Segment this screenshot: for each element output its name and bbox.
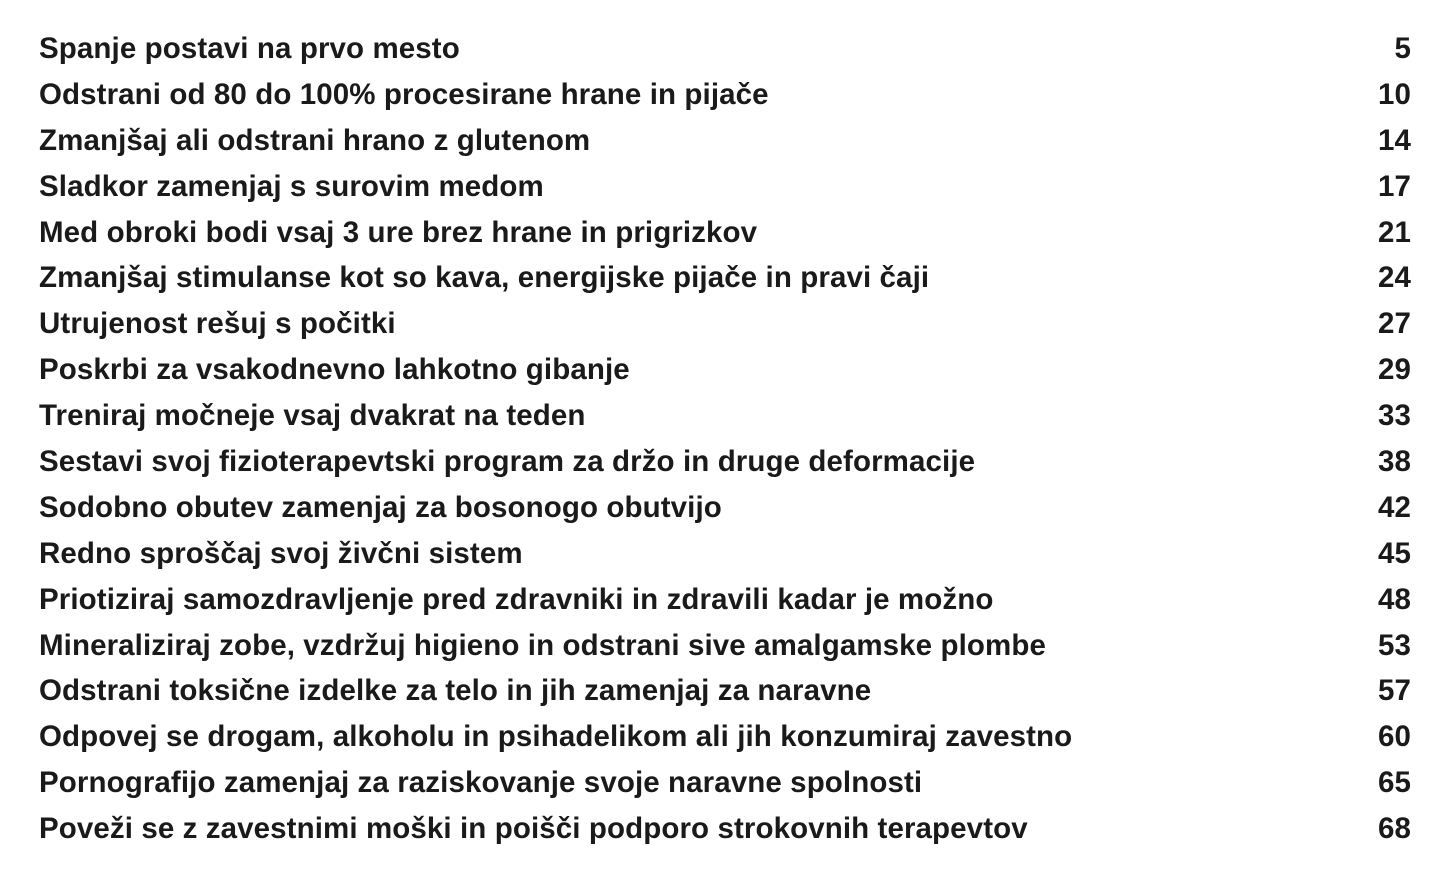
toc-entry[interactable] bbox=[39, 760, 1411, 806]
toc-entry[interactable] bbox=[39, 531, 1411, 577]
toc-entry[interactable] bbox=[39, 255, 1411, 301]
toc-entry[interactable] bbox=[39, 714, 1411, 760]
toc-entry-page: 38 bbox=[1377, 445, 1411, 479]
toc-entry-title: Poveži se z zavestnimi moški in poišči podporo strokovnih terapevtov bbox=[39, 812, 1028, 846]
toc-entry-page: 24 bbox=[1377, 261, 1411, 295]
toc-entry[interactable] bbox=[39, 393, 1411, 439]
toc-entry[interactable] bbox=[39, 668, 1411, 714]
toc-entry-page: 68 bbox=[1377, 812, 1411, 846]
toc-entry-title: Sladkor zamenjaj s surovim medom bbox=[39, 169, 544, 203]
toc-entry-title: Redno sproščaj svoj živčni sistem bbox=[39, 536, 523, 570]
toc-entry-title: Treniraj močneje vsaj dvakrat na teden bbox=[39, 399, 586, 433]
toc-entry-page: 29 bbox=[1377, 353, 1411, 387]
toc-entry-page: 53 bbox=[1377, 628, 1411, 662]
toc-entry-title: Odstrani toksične izdelke za telo in jih zamenjaj za naravne bbox=[39, 674, 872, 708]
toc-entry[interactable] bbox=[39, 210, 1411, 256]
toc-entry[interactable] bbox=[39, 347, 1411, 393]
table-of-contents bbox=[39, 26, 1411, 852]
toc-entry[interactable] bbox=[39, 164, 1411, 210]
toc-entry-title: Odpovej se drogam, alkoholu in psihadelikom ali jih konzumiraj zavestno bbox=[39, 720, 1073, 754]
toc-entry-page: 57 bbox=[1377, 674, 1411, 708]
toc-entry[interactable] bbox=[39, 72, 1411, 118]
toc-entry-page: 42 bbox=[1377, 490, 1411, 524]
toc-entry-title: Zmanjšaj stimulanse kot so kava, energijske pijače in pravi čaji bbox=[39, 261, 930, 295]
toc-entry-title: Mineraliziraj zobe, vzdržuj higieno in odstrani sive amalgamske plombe bbox=[39, 628, 1046, 662]
toc-entry[interactable] bbox=[39, 623, 1411, 669]
toc-entry[interactable] bbox=[39, 439, 1411, 485]
toc-entry-page: 10 bbox=[1377, 77, 1411, 111]
toc-entry-page: 65 bbox=[1377, 766, 1411, 800]
toc-entry-title: Med obroki bodi vsaj 3 ure brez hrane in prigrizkov bbox=[39, 215, 758, 249]
toc-entry-title: Priotiziraj samozdravljenje pred zdravniki in zdravili kadar je možno bbox=[39, 582, 994, 616]
toc-entry[interactable] bbox=[39, 485, 1411, 531]
toc-entry[interactable] bbox=[39, 806, 1411, 852]
toc-entry-page: 5 bbox=[1394, 32, 1411, 65]
toc-entry[interactable] bbox=[39, 26, 1411, 72]
toc-entry-page: 21 bbox=[1377, 215, 1411, 249]
toc-entry-page: 48 bbox=[1377, 582, 1411, 616]
toc-entry-title: Pornografijo zamenjaj za raziskovanje svoje naravne spolnosti bbox=[39, 766, 923, 800]
toc-entry-page: 27 bbox=[1377, 307, 1411, 341]
toc-entry-page: 17 bbox=[1377, 169, 1411, 203]
toc-entry-title: Sodobno obutev zamenjaj za bosonogo obutvijo bbox=[39, 490, 722, 524]
toc-entry-page: 45 bbox=[1377, 536, 1411, 570]
toc-entry-title: Spanje postavi na prvo mesto bbox=[39, 32, 460, 65]
toc-entry-page: 60 bbox=[1377, 720, 1411, 754]
toc-entry-title: Odstrani od 80 do 100% procesirane hrane in pijače bbox=[39, 77, 769, 111]
toc-entry-page: 33 bbox=[1377, 399, 1411, 433]
toc-entry-title: Sestavi svoj fizioterapevtski program za držo in druge deformacije bbox=[39, 445, 976, 479]
toc-entry-page: 14 bbox=[1377, 123, 1411, 157]
toc-entry[interactable] bbox=[39, 577, 1411, 623]
toc-entry-title: Zmanjšaj ali odstrani hrano z glutenom bbox=[39, 123, 591, 157]
toc-entry-title: Poskrbi za vsakodnevno lahkotno gibanje bbox=[39, 353, 630, 387]
toc-entry[interactable] bbox=[39, 118, 1411, 164]
toc-entry-title: Utrujenost rešuj s počitki bbox=[39, 307, 396, 341]
toc-entry[interactable] bbox=[39, 301, 1411, 347]
